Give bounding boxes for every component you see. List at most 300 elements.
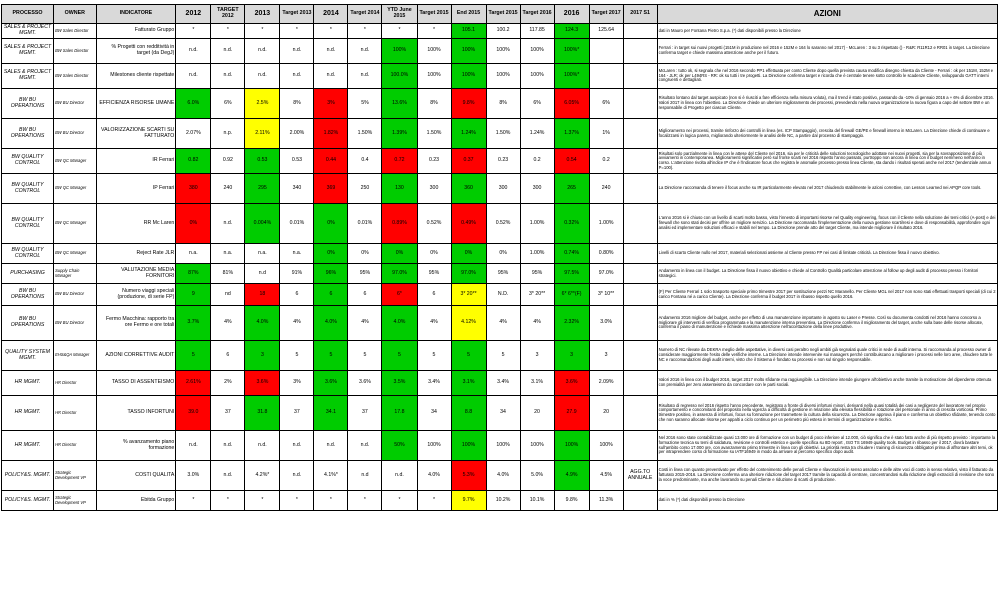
value-cell: 3.5%: [382, 371, 417, 396]
value-cell: 3.7%: [176, 306, 211, 341]
value-cell: [623, 204, 657, 244]
value-cell: 96%: [314, 264, 348, 284]
value-cell: 300: [486, 174, 520, 204]
value-cell: [623, 264, 657, 284]
indicator-cell: Reject Rate JLR: [96, 244, 176, 264]
value-cell: 5.0%: [520, 461, 554, 491]
value-cell: 6: [280, 284, 314, 306]
value-cell: 2.5%: [245, 89, 280, 119]
column-header: AZIONI: [657, 5, 997, 24]
owner-cell: BW BU Director: [54, 89, 97, 119]
value-cell: 0.004%: [245, 204, 280, 244]
value-cell: *: [176, 24, 211, 39]
value-cell: 0.23: [417, 149, 451, 174]
value-cell: 0.32%: [554, 204, 589, 244]
value-cell: 124.3: [554, 24, 589, 39]
owner-cell: HR Director: [54, 371, 97, 396]
action-cell: Miglioramento nei processi, tramite rinforzo dei controlli in linea (es. ICP Stampaggio), crescita del firewall GE/PE e firewall interno in McLaren. La Direzione chiede di continuare e focalizzarsi in logica pareto, migliorando ulteriormente le analisi delle NC, a partire dal processo di stampaggio.: [657, 119, 997, 149]
value-cell: 3.6%: [314, 371, 348, 396]
indicator-cell: IP Ferrari: [96, 174, 176, 204]
value-cell: 1.00%: [520, 204, 554, 244]
process-cell: BW QUALITY CONTROL: [2, 204, 54, 244]
value-cell: 87%: [176, 264, 211, 284]
action-cell: Livelli di scarto Cliente nullo nel 2017, materiali selezionati assieme al Cliente presso FP nei casi di limitate criticità. La Direzione fissa il nuovo obiettivo.: [657, 244, 997, 264]
kpi-table: [1, 4, 998, 511]
value-cell: *: [280, 491, 314, 511]
value-cell: n.d.: [280, 431, 314, 461]
value-cell: 0.54: [554, 149, 589, 174]
value-cell: 8.8: [451, 396, 486, 431]
value-cell: [623, 396, 657, 431]
value-cell: 0.49%: [451, 204, 486, 244]
value-cell: N.D.: [486, 284, 520, 306]
value-cell: 1.50%: [417, 119, 451, 149]
value-cell: 4%: [280, 306, 314, 341]
value-cell: 3: [554, 341, 589, 371]
value-cell: 4%: [348, 306, 382, 341]
column-header: Target 2013: [280, 5, 314, 24]
value-cell: 0%: [314, 204, 348, 244]
value-cell: *: [314, 491, 348, 511]
process-cell: BW QUALITY CONTROL: [2, 149, 54, 174]
value-cell: 8%: [280, 89, 314, 119]
value-cell: 1.24%: [451, 119, 486, 149]
value-cell: 31.8: [245, 396, 280, 431]
value-cell: 3.0%: [176, 461, 211, 491]
table-row: [2, 39, 998, 64]
value-cell: 1%: [589, 119, 623, 149]
value-cell: 3.4%: [486, 371, 520, 396]
value-cell: 125.64: [589, 24, 623, 39]
value-cell: 0.2: [520, 149, 554, 174]
value-cell: n.d.: [280, 64, 314, 89]
value-cell: 37: [211, 396, 245, 431]
value-cell: 4%: [520, 306, 554, 341]
value-cell: 0.01%: [348, 204, 382, 244]
value-cell: 11.3%: [589, 491, 623, 511]
value-cell: 4.0%: [314, 306, 348, 341]
value-cell: 6: [348, 284, 382, 306]
indicator-cell: RR Mc Laren: [96, 204, 176, 244]
indicator-cell: VALUTAZIONE MEDIA FORNITORI: [96, 264, 176, 284]
value-cell: n.d.: [211, 431, 245, 461]
value-cell: 1.24%: [520, 119, 554, 149]
column-header: 2016: [554, 5, 589, 24]
value-cell: 4.1%*: [314, 461, 348, 491]
value-cell: 3.0%: [589, 306, 623, 341]
indicator-cell: EFFICIENZA RISORSE UMANE: [96, 89, 176, 119]
value-cell: 369: [314, 174, 348, 204]
value-cell: [623, 174, 657, 204]
value-cell: 95%: [417, 264, 451, 284]
value-cell: 0.52%: [417, 204, 451, 244]
value-cell: 100%: [554, 431, 589, 461]
value-cell: 1.82%: [314, 119, 348, 149]
action-cell: La Direzione raccomanda di tenere il focus anche su IR particolarmente elevato nel 2017 chiudendo stabilmente le azioni correttive, con Lesson Learned nei APQP core tools.: [657, 174, 997, 204]
value-cell: 4.0%: [486, 461, 520, 491]
owner-cell: BW QC Manager: [54, 174, 97, 204]
table-row: [2, 341, 998, 371]
value-cell: n.a.: [176, 244, 211, 264]
value-cell: 20: [589, 396, 623, 431]
indicator-cell: VALORIZZAZIONE SCARTI SU FATTURATO: [96, 119, 176, 149]
value-cell: 100%: [520, 64, 554, 89]
value-cell: 3.6%: [348, 371, 382, 396]
value-cell: 3.1%: [520, 371, 554, 396]
value-cell: 300: [417, 174, 451, 204]
value-cell: *: [314, 24, 348, 39]
column-header: OWNER: [54, 5, 97, 24]
owner-cell: BW BU Director: [54, 284, 97, 306]
value-cell: 1.00%: [520, 244, 554, 264]
value-cell: 10.1%: [520, 491, 554, 511]
value-cell: 100%: [486, 39, 520, 64]
value-cell: 380: [176, 174, 211, 204]
value-cell: 0%: [314, 244, 348, 264]
value-cell: *: [417, 24, 451, 39]
value-cell: n.d.: [211, 64, 245, 89]
value-cell: 4.12%: [451, 306, 486, 341]
value-cell: 6.05%: [554, 89, 589, 119]
column-header: 2013: [245, 5, 280, 24]
owner-cell: BW Sales Director: [54, 24, 97, 39]
value-cell: n.a.: [280, 244, 314, 264]
value-cell: 5%: [348, 89, 382, 119]
table-row: [2, 24, 998, 39]
value-cell: *: [280, 24, 314, 39]
value-cell: 3%: [314, 89, 348, 119]
value-cell: 300: [520, 174, 554, 204]
value-cell: 4%: [211, 306, 245, 341]
value-cell: 0.72: [382, 149, 417, 174]
value-cell: n.d.: [314, 64, 348, 89]
value-cell: [623, 431, 657, 461]
table-row: [2, 89, 998, 119]
value-cell: 8%: [486, 89, 520, 119]
value-cell: n.p.: [211, 119, 245, 149]
value-cell: 4.0%: [417, 461, 451, 491]
table-row: [2, 371, 998, 396]
value-cell: 265: [554, 174, 589, 204]
indicator-cell: Numero viaggi speciali (produzione, di serie FP): [96, 284, 176, 306]
value-cell: 100%: [486, 64, 520, 89]
value-cell: 2.09%: [589, 371, 623, 396]
indicator-cell: Fermo Macchina: rapporto tra ore Fermo e ore totali: [96, 306, 176, 341]
value-cell: 0.80%: [589, 244, 623, 264]
value-cell: 0%: [382, 244, 417, 264]
value-cell: n.a.: [245, 244, 280, 264]
value-cell: 117.85: [520, 24, 554, 39]
table-row: [2, 491, 998, 511]
value-cell: 100%: [451, 64, 486, 89]
process-cell: BW BU OPERATIONS: [2, 89, 54, 119]
value-cell: 6.0%: [176, 89, 211, 119]
table-row: [2, 174, 998, 204]
process-cell: POLICY&S. MGMT.: [2, 491, 54, 511]
value-cell: 100%: [520, 39, 554, 64]
value-cell: 13.6%: [382, 89, 417, 119]
owner-cell: Supply Chain Manager: [54, 264, 97, 284]
value-cell: [623, 24, 657, 39]
value-cell: 3.6%: [245, 371, 280, 396]
owner-cell: Strategic Development VP: [54, 491, 97, 511]
value-cell: 95%: [520, 264, 554, 284]
column-header: 2014: [314, 5, 348, 24]
value-cell: 6*: [382, 284, 417, 306]
owner-cell: BW QC Manager: [54, 204, 97, 244]
value-cell: 8%: [417, 89, 451, 119]
owner-cell: HR Director: [54, 431, 97, 461]
table-row: [2, 306, 998, 341]
value-cell: 0.82: [176, 149, 211, 174]
action-cell: Ferrari : in target sui nuovi progetti (151M in produzione nel 2016 e 152M e 164 lo saranno nel 2017) - McLaren : 3 su 3 rispettato () - R&R: R11R12 e RR01 in target. La Direzione conferma target e chiede massima attenzione anche per il futuro.: [657, 39, 997, 64]
value-cell: [623, 64, 657, 89]
value-cell: 39.0: [176, 396, 211, 431]
value-cell: 97.0%: [382, 264, 417, 284]
table-row: [2, 149, 998, 174]
owner-cell: BW BU Director: [54, 306, 97, 341]
value-cell: 3.1%: [451, 371, 486, 396]
process-cell: PURCHASING: [2, 264, 54, 284]
value-cell: *: [348, 491, 382, 511]
value-cell: *: [382, 24, 417, 39]
column-header: TARGET 2012: [211, 5, 245, 24]
value-cell: 5: [176, 341, 211, 371]
process-cell: POLICY&S. MGMT.: [2, 461, 54, 491]
value-cell: 3* 20**: [451, 284, 486, 306]
column-header: Target 2017: [589, 5, 623, 24]
value-cell: 0%: [451, 244, 486, 264]
value-cell: 4%: [486, 306, 520, 341]
value-cell: 4.0%: [245, 306, 280, 341]
value-cell: 100%: [589, 431, 623, 461]
indicator-cell: Ebitda Gruppo: [96, 491, 176, 511]
process-cell: SALES & PROJECT MGMT.: [2, 24, 54, 39]
value-cell: 37: [348, 396, 382, 431]
value-cell: *: [211, 24, 245, 39]
value-cell: 100%: [486, 431, 520, 461]
value-cell: n.d.: [280, 461, 314, 491]
value-cell: 100%: [451, 39, 486, 64]
value-cell: 34: [486, 396, 520, 431]
value-cell: [589, 64, 623, 89]
value-cell: 50%: [382, 431, 417, 461]
value-cell: n.d.: [314, 39, 348, 64]
value-cell: 5: [382, 341, 417, 371]
value-cell: 5: [314, 341, 348, 371]
table-row: [2, 244, 998, 264]
action-cell: (F) Per Cliente Ferrari 1 solo trasporto speciale primo trimestre 2017 per sostituzione pezzi NC Maranello. Per Cliente MGL nel 2017 non sono stati effettuati trasporti speciali (di cui 2 carico Fontana né a carico Cliente). La Direzione conferma il budget 2017 in ribasso rispetto quello 2016.: [657, 284, 997, 306]
value-cell: 5: [280, 341, 314, 371]
table-row: [2, 431, 998, 461]
value-cell: 34: [417, 396, 451, 431]
value-cell: 130: [382, 174, 417, 204]
value-cell: 4%: [417, 306, 451, 341]
value-cell: n.d.: [211, 204, 245, 244]
value-cell: 4.0%: [382, 306, 417, 341]
value-cell: 4.2%*: [245, 461, 280, 491]
value-cell: [623, 284, 657, 306]
owner-cell: BW Sales Director: [54, 39, 97, 64]
value-cell: n.d.: [382, 461, 417, 491]
column-header: Target 2016: [520, 5, 554, 24]
value-cell: 0.2: [589, 149, 623, 174]
value-cell: 5.3%: [451, 461, 486, 491]
value-cell: 9.8%: [554, 491, 589, 511]
value-cell: 4.9%: [554, 461, 589, 491]
action-cell: Andamento in linea con il budget. La Direzione fissa il nuovo obiettivo e chiede al Controllo Qualità particolare attenzione al follow up degli audit di processo presso i fornitori strategici.: [657, 264, 997, 284]
value-cell: 340: [280, 174, 314, 204]
value-cell: 20: [520, 396, 554, 431]
process-cell: QUALITY SYSTEM MGMT.: [2, 341, 54, 371]
indicator-cell: Milestones cliente rispettate: [96, 64, 176, 89]
value-cell: 100%*: [554, 39, 589, 64]
column-header: YTD June 2015: [382, 5, 417, 24]
value-cell: [623, 244, 657, 264]
value-cell: 1.39%: [382, 119, 417, 149]
value-cell: 5: [348, 341, 382, 371]
value-cell: *: [245, 491, 280, 511]
column-header: Target 2015: [486, 5, 520, 24]
value-cell: 6%: [520, 89, 554, 119]
value-cell: 2.61%: [176, 371, 211, 396]
owner-cell: HR Director: [54, 396, 97, 431]
value-cell: n.d: [348, 461, 382, 491]
action-cell: dati in Mauro per Fontana Pietro S.p.a. (*) dati disponibili presso la Direzione: [657, 24, 997, 39]
action-cell: Nel 2016 sono state contabilizzate quasi 13.000 ore di formazione con un budget di poco inferiore al 12.000, ciò significa che è stato fatto anche di più rispetto previsto : importante la formazione tecnica su temi di saldatura, revisione e controlli estetico e quelle specifica su 8D report , ISO TS 16949 quality tools. Budget in ribasso per il 2017, dovrà bastare sull'ambito corso 17.000 ore, con avanzamento primo trimestre in linea con gli obiettivi. La priorità resta tra chiudere i training di sicurezza obbligatori prima di affrontare altri temi, ok per intraprendere corso di formazione su IATF16949 in modo da arrivare al percorso specifico dopo audit.: [657, 431, 997, 461]
value-cell: [623, 306, 657, 341]
value-cell: 360: [451, 174, 486, 204]
column-header: Target 2014: [348, 5, 382, 24]
value-cell: 6%: [211, 89, 245, 119]
action-cell: McLaren : tutto ok, si segnala che nel 2016 secondo PP1 effettuata per conto Cliente dopo quella prevista causa modifica disegno chiesta da Cliente - Ferrari : ok per 151M, 152M e 164 - JLR: ok per L494RS - RR: ok su tutti i tre progetti. La Direzione conferma target e ricorda che è centrale tenere sotto controllo le scadenze Cliente, sviluppando GATT interni congruenti e dettagliati.: [657, 64, 997, 89]
value-cell: n.d.: [314, 431, 348, 461]
value-cell: n.d.: [211, 461, 245, 491]
process-cell: BW QUALITY CONTROL: [2, 244, 54, 264]
value-cell: n.d.: [176, 431, 211, 461]
action-cell: Risultato lontano dal target auspicato (non si è riusciti a fare efficienza nella misura voluta), ma il trend è stato positivo, passando da -10% di gennaio 2016 a + 6% di dicembre 2016. Valori 2017 in linea con l'obiettivo. La Direzione chiede un ulteriore miglioramento dei processi, prevedendo nella nuova organizzazione la nuova figura a capo del settore BW e un responsabile di Progetto per ciascun Cliente.: [657, 89, 997, 119]
table-row: [2, 264, 998, 284]
column-header: PROCESSO: [2, 5, 54, 24]
value-cell: n.d.: [245, 39, 280, 64]
table-row: [2, 64, 998, 89]
action-cell: Andamento 2016 migliore del budget, anche per effetto di una manutenzione importante in agosto su Laser e Presse. Così su documenta condotti nel 2016 hanno concorso a migliorare gli interventi di verifica programmata e la manutenzione interna preventiva. La Direzione conferma il miglioramento del target, anche sulla base delle risorse allocate, conferma il piano di manutenzione e richiede massima attenzione nell'accettazione della linee produttive.: [657, 306, 997, 341]
value-cell: 95%: [486, 264, 520, 284]
value-cell: [589, 39, 623, 64]
value-cell: 91%: [280, 264, 314, 284]
owner-cell: EHS&QA Manager: [54, 341, 97, 371]
value-cell: 3* 10**: [589, 284, 623, 306]
value-cell: 9.7%: [451, 491, 486, 511]
value-cell: 0.89%: [382, 204, 417, 244]
value-cell: 295: [245, 174, 280, 204]
value-cell: 1.37%: [554, 119, 589, 149]
value-cell: 97.0%: [589, 264, 623, 284]
value-cell: n.a.: [211, 244, 245, 264]
value-cell: 6%: [589, 89, 623, 119]
value-cell: 100%: [417, 64, 451, 89]
value-cell: 0%: [348, 244, 382, 264]
value-cell: *: [348, 24, 382, 39]
process-cell: SALES & PROJECT MGMT.: [2, 64, 54, 89]
column-header: INDICATORE: [96, 5, 176, 24]
value-cell: 0.53: [245, 149, 280, 174]
value-cell: 105.1: [451, 24, 486, 39]
table-body: [2, 24, 998, 511]
value-cell: 95%: [348, 264, 382, 284]
indicator-cell: % Progetti con redditività in target (da DegJ): [96, 39, 176, 64]
owner-cell: BW Sales Director: [54, 64, 97, 89]
value-cell: 2.11%: [245, 119, 280, 149]
action-cell: dati in % (*) dati disponibili presso la Direzione: [657, 491, 997, 511]
value-cell: n.d.: [245, 64, 280, 89]
indicator-cell: AZIONI CORRETTIVE AUDIT: [96, 341, 176, 371]
value-cell: 0.44: [314, 149, 348, 174]
value-cell: 3: [245, 341, 280, 371]
table-row: [2, 396, 998, 431]
value-cell: 10.2%: [486, 491, 520, 511]
value-cell: 240: [211, 174, 245, 204]
value-cell: 37: [280, 396, 314, 431]
table-row: [2, 461, 998, 491]
value-cell: 100%: [382, 39, 417, 64]
header-row: [2, 5, 998, 24]
value-cell: *: [211, 491, 245, 511]
value-cell: 0%: [176, 204, 211, 244]
value-cell: [623, 89, 657, 119]
value-cell: 250: [348, 174, 382, 204]
value-cell: [623, 341, 657, 371]
value-cell: 5: [417, 341, 451, 371]
value-cell: 6* 6**(F): [554, 284, 589, 306]
column-header: 2017 S1: [623, 5, 657, 24]
value-cell: [623, 149, 657, 174]
process-cell: HR MGMT.: [2, 371, 54, 396]
value-cell: n.d.: [176, 64, 211, 89]
value-cell: 0%: [486, 244, 520, 264]
value-cell: 0.01%: [280, 204, 314, 244]
value-cell: 9: [176, 284, 211, 306]
indicator-cell: TASSO DI ASSENTEISMO: [96, 371, 176, 396]
owner-cell: BW BU Director: [54, 119, 97, 149]
owner-cell: BW QC Manager: [54, 149, 97, 174]
value-cell: 0.74%: [554, 244, 589, 264]
value-cell: 27.9: [554, 396, 589, 431]
value-cell: [623, 491, 657, 511]
value-cell: 97.5%: [554, 264, 589, 284]
value-cell: 9.8%: [451, 89, 486, 119]
process-cell: BW QUALITY CONTROL: [2, 174, 54, 204]
owner-cell: Strategic Development VP: [54, 461, 97, 491]
process-cell: SALES & PROJECT MGMT.: [2, 39, 54, 64]
value-cell: *: [176, 491, 211, 511]
value-cell: 3%: [280, 371, 314, 396]
value-cell: n.d.: [211, 39, 245, 64]
value-cell: 0.53: [280, 149, 314, 174]
value-cell: 2%: [211, 371, 245, 396]
value-cell: 6: [417, 284, 451, 306]
value-cell: 1.50%: [486, 119, 520, 149]
value-cell: 3.6%: [554, 371, 589, 396]
action-cell: Numero di NC rilevate da DEKRA meglio delle aspettative, in diversi casi peraltro negli ambiti già segnalati quale critici in sede di audit interna. Si raccomanda al processo owner di considerare maggiormente l'esito delle verifiche interne. La Direzione intende intervenire sui managers perché contribuiscano a migliorare i processi nelle loro aree, chiudere tutte le NC e raccomandazioni degli audit interni, visto che il Sistema è fondato su processi e non sul singolo responsabile.: [657, 341, 997, 371]
value-cell: 100%: [451, 431, 486, 461]
value-cell: n.d.: [245, 431, 280, 461]
value-cell: 100.0%: [382, 64, 417, 89]
indicator-cell: IR Ferrari: [96, 149, 176, 174]
value-cell: 81%: [211, 264, 245, 284]
process-cell: HR MGMT.: [2, 396, 54, 431]
value-cell: 0.92: [211, 149, 245, 174]
